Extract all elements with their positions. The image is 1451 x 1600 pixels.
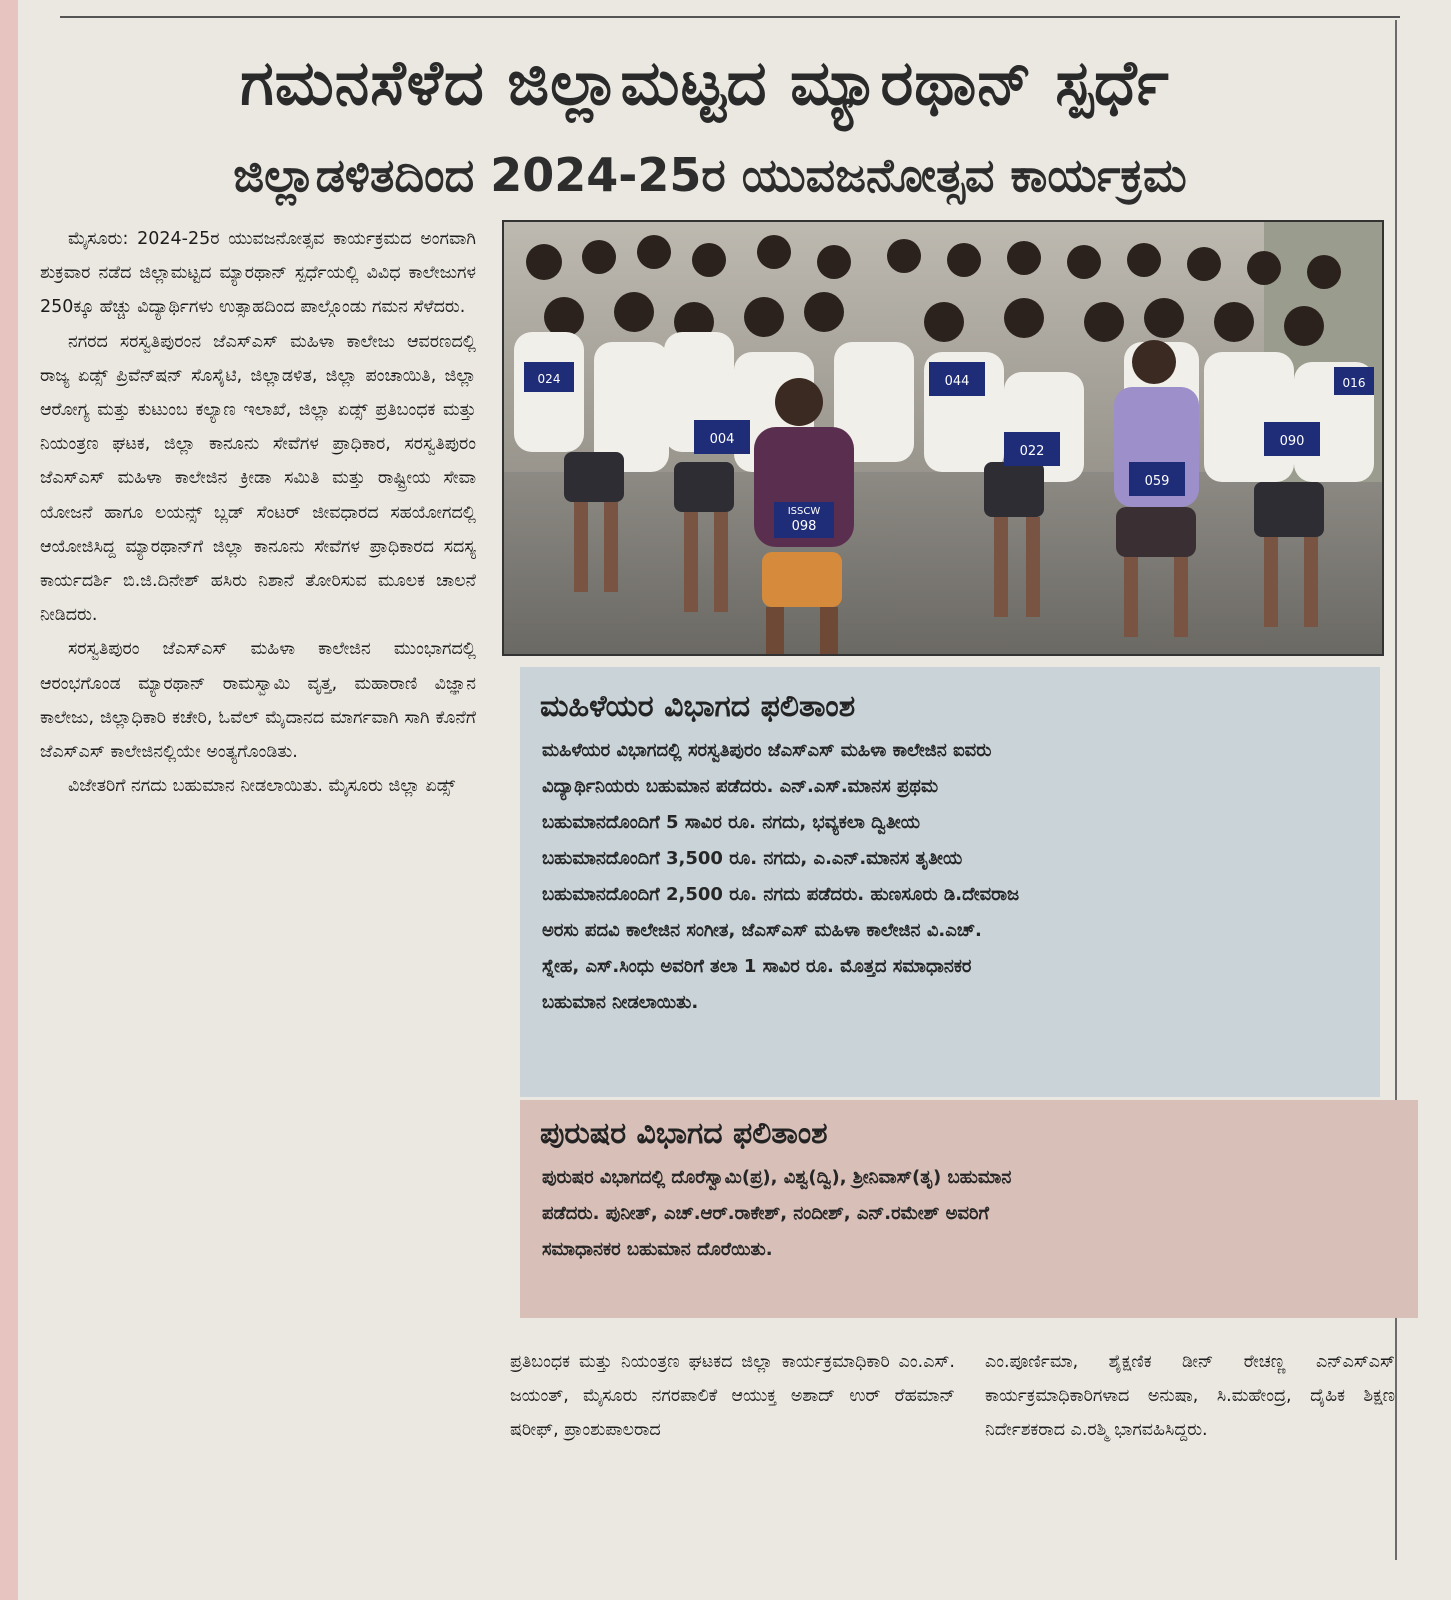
- text-line: ಸಮಾಧಾನಕರ ಬಹುಮಾನ ದೊರೆಯಿತು.: [542, 1239, 773, 1260]
- marathon-runners-illustration: [504, 222, 1382, 654]
- text-line: ಪುರುಷರ ವಿಭಾಗದಲ್ಲಿ ದೊರೆಸ್ವಾಮಿ(ಪ್ರ), ವಿಶ್ವ(ದ್ವಿ), ಶ್ರೀನಿವಾಸ್(ತೃ) ಬಹುಮಾನ: [542, 1167, 1012, 1188]
- women-results-text: [520, 729, 1380, 1021]
- bib-number: 022: [1019, 444, 1045, 459]
- men-results-text: [520, 1156, 1418, 1268]
- article-paragraph-2: ನಗರದ ಸರಸ್ವತಿಪುರಂನ ಜೆಎಸ್‌ಎಸ್ ಮಹಿಳಾ ಕಾಲೇಜು ಆವರಣದಲ್ಲಿ ರಾಜ್ಯ ಏಡ್ಸ್ ಪ್ರಿವೆನ್‌ಷನ್ ಸೊಸೈಟಿ, ಜಿಲ್ಲಾಡಳಿತ, ಜಿಲ್ಲಾ ಪಂಚಾಯಿತಿ, ಜಿಲ್ಲಾ ಆರೋಗ್ಯ ಮತ್ತು ಕುಟುಂಬ ಕಲ್ಯಾಣ ಇಲಾಖೆ, ಜಿಲ್ಲಾ ಏಡ್ಸ್ ಪ್ರತಿಬಂಧಕ ಮತ್ತು ನಿಯಂತ್ರಣ ಘಟಕ, ಜಿಲ್ಲಾ ಕಾನೂನು ಸೇವೆಗಳ ಪ್ರಾಧಿಕಾರ, ಸರಸ್ವತಿಪುರಂ ಜೆಎಸ್‌ಎಸ್ ಮಹಿಳಾ ಕಾಲೇಜಿನ ಕ್ರೀಡಾ ಸಮಿತಿ ಮತ್ತು ರಾಷ್ಟ್ರೀಯ ಸೇವಾ ಯೋಜನೆ ಹಾಗೂ ಲಯನ್ಸ್ ಬ್ಲಡ್ ಸೆಂಟರ್ ಜೀವಧಾರದ ಸಹಯೋಗದಲ್ಲಿ ಆಯೋಜಿಸಿದ್ದ ಮ್ಯಾರಥಾನ್‌ಗೆ ಜಿಲ್ಲಾ ಕಾನೂನು ಸೇವೆಗಳ ಪ್ರಾಧಿಕಾರದ ಸದಸ್ಯ ಕಾರ್ಯದರ್ಶಿ ಬಿ.ಜಿ.ದಿನೇಶ್ ಹಸಿರು ನಿಶಾನೆ ತೋರಿಸುವ ಮೂಲಕ ಚಾಲನೆ ನೀಡಿದರು.: [40, 331, 476, 626]
- right-column-article: [985, 1345, 1395, 1575]
- text-line: ಪಡೆದರು. ಪುನೀತ್, ಎಚ್.ಆರ್.ರಾಕೇಶ್, ನಂದೀಶ್, ಎನ್.ರಮೇಶ್ ಅವರಿಗೆ: [542, 1203, 990, 1224]
- bib-number: 016: [1342, 376, 1366, 390]
- bib-number: 004: [709, 432, 735, 447]
- text-line: ಮಹಿಳೆಯರ ವಿಭಾಗದಲ್ಲಿ ಸರಸ್ವತಿಪುರಂ ಜೆಎಸ್‌ಎಸ್ ಮಹಿಳಾ ಕಾಲೇಜಿನ ಐವರು: [542, 740, 992, 761]
- subheadline: ಜಿಲ್ಲಾಡಳಿತದಿಂದ 2024-25ರ ಯುವಜನೋತ್ಸವ ಕಾರ್ಯಕ್ರಮ: [233, 148, 1187, 202]
- article-paragraph-1: ಮೈಸೂರು: 2024-25ರ ಯುವಜನೋತ್ಸವ ಕಾರ್ಯಕ್ರಮದ ಅಂಗವಾಗಿ ಶುಕ್ರವಾರ ನಡೆದ ಜಿಲ್ಲಾಮಟ್ಟದ ಮ್ಯಾರಥಾನ್ ಸ್ಪರ್ಧೆಯಲ್ಲಿ ವಿವಿಧ ಕಾಲೇಜುಗಳ 250ಕ್ಕೂ ಹೆಚ್ಚು ವಿದ್ಯಾರ್ಥಿಗಳು ಉತ್ಸಾಹದಿಂದ ಪಾಲ್ಗೊಂಡು ಗಮನ ಸೆಳೆದರು.: [40, 229, 476, 318]
- bib-number: 059: [1144, 474, 1170, 489]
- article-paragraph-4: ವಿಜೇತರಿಗೆ ನಗದು ಬಹುಮಾನ ನೀಡಲಾಯಿತು. ಮೈಸೂರು ಜಿಲ್ಲಾ ಏಡ್ಸ್: [68, 776, 456, 797]
- middle-column-article: [510, 1345, 955, 1575]
- article-continuation: ಎಂ.ಪೂರ್ಣಿಮಾ, ಶೈಕ್ಷಣಿಕ ಡೀನ್ ರೇಚಣ್ಣ ಎನ್‌ಎಸ್‌ಎಸ್ ಕಾರ್ಯಕ್ರಮಾಧಿಕಾರಿಗಳಾದ ಅನುಷಾ, ಸಿ.ಮಹೇಂದ್ರ, ದೈಹಿಕ ಶಿಕ್ಷಣ ನಿರ್ದೇಶಕರಾದ ಎ.ರಶ್ಮಿ ಭಾಗವಹಿಸಿದ್ದರು.: [985, 1352, 1395, 1440]
- men-results-box: [520, 1100, 1418, 1318]
- article-continuation: ಪ್ರತಿಬಂಧಕ ಮತ್ತು ನಿಯಂತ್ರಣ ಘಟಕದ ಜಿಲ್ಲಾ ಕಾರ್ಯಕ್ರಮಾಧಿಕಾರಿ ಎಂ.ಎಸ್. ಜಯಂತ್, ಮೈಸೂರು ನಗರಪಾಲಿಕೆ ಆಯುಕ್ತ ಅಶಾದ್ ಉರ್ ರೆಹಮಾನ್ ಷರೀಫ್, ಪ್ರಾಂಶುಪಾಲರಾದ: [510, 1352, 955, 1440]
- article-paragraph-3: ಸರಸ್ವತಿಪುರಂ ಜೆಎಸ್‌ಎಸ್ ಮಹಿಳಾ ಕಾಲೇಜಿನ ಮುಂಭಾಗದಲ್ಲಿ ಆರಂಭಗೊಂಡ ಮ್ಯಾರಥಾನ್ ರಾಮಸ್ವಾಮಿ ವೃತ್ತ, ಮಹಾರಾಣಿ ವಿಜ್ಞಾನ ಕಾಲೇಜು, ಜಿಲ್ಲಾಧಿಕಾರಿ ಕಚೇರಿ, ಓವೆಲ್ ಮೈದಾನದ ಮಾರ್ಗವಾಗಿ ಸಾಗಿ ಕೊನೆಗೆ ಜೆಎಸ್‌ಎಸ್ ಕಾಲೇಜಿನಲ್ಲಿಯೇ ಅಂತ್ಯಗೊಂಡಿತು.: [40, 639, 476, 763]
- text-line: ಅರಸು ಪದವಿ ಕಾಲೇಜಿನ ಸಂಗೀತ, ಜೆಎಸ್‌ಎಸ್ ಮಹಿಳಾ ಕಾಲೇಜಿನ ವಿ.ಎಚ್.: [542, 920, 982, 941]
- text-line: ಬಹುಮಾನದೊಂದಿಗೆ 5 ಸಾವಿರ ರೂ. ನಗದು, ಭವ್ಯಕಲಾ ದ್ವಿತೀಯ: [542, 812, 921, 833]
- text-line: ಸ್ನೇಹ, ಎಸ್.ಸಿಂಧು ಅವರಿಗೆ ತಲಾ 1 ಸಾವಿರ ರೂ. ಮೊತ್ತದ ಸಮಾಧಾನಕರ: [542, 956, 972, 977]
- headline: ಗಮನಸೆಳೆದ ಜಿಲ್ಲಾಮಟ್ಟದ ಮ್ಯಾರಥಾನ್ ಸ್ಪರ್ಧೆ: [240, 46, 1170, 119]
- bib-number: 090: [1279, 434, 1305, 449]
- text-line: ಬಹುಮಾನದೊಂದಿಗೆ 2,500 ರೂ. ನಗದು ಪಡೆದರು. ಹುಣಸೂರು ಡಿ.ದೇವರಾಜ: [542, 884, 1020, 905]
- text-line: ಬಹುಮಾನ ನೀಡಲಾಯಿತು.: [542, 992, 699, 1013]
- page-edge-strip: [0, 0, 18, 1600]
- bib-number: 024: [537, 372, 561, 386]
- bib-number: 044: [944, 374, 970, 389]
- women-results-title: ಮಹಿಳೆಯರ ವಿಭಾಗದ ಫಲಿತಾಂಶ: [540, 689, 856, 724]
- top-rule: [60, 16, 1400, 18]
- right-column-rule: [1395, 20, 1397, 1560]
- text-line: ಬಹುಮಾನದೊಂದಿಗೆ 3,500 ರೂ. ನಗದು, ಎ.ಎನ್.ಮಾನಸ ತೃತೀಯ: [542, 848, 963, 869]
- bib-number: 098: [791, 519, 817, 534]
- left-column-article: [40, 222, 476, 1582]
- men-results-title: ಪುರುಷರ ವಿಭಾಗದ ಫಲಿತಾಂಶ: [540, 1116, 828, 1151]
- marathon-photo: [502, 220, 1384, 656]
- women-results-box: [520, 667, 1380, 1097]
- bib-brand: ISSCW: [787, 506, 821, 517]
- text-line: ವಿದ್ಯಾರ್ಥಿನಿಯರು ಬಹುಮಾನ ಪಡೆದರು. ಎನ್.ಎಸ್.ಮಾನಸ ಪ್ರಥಮ: [542, 776, 939, 797]
